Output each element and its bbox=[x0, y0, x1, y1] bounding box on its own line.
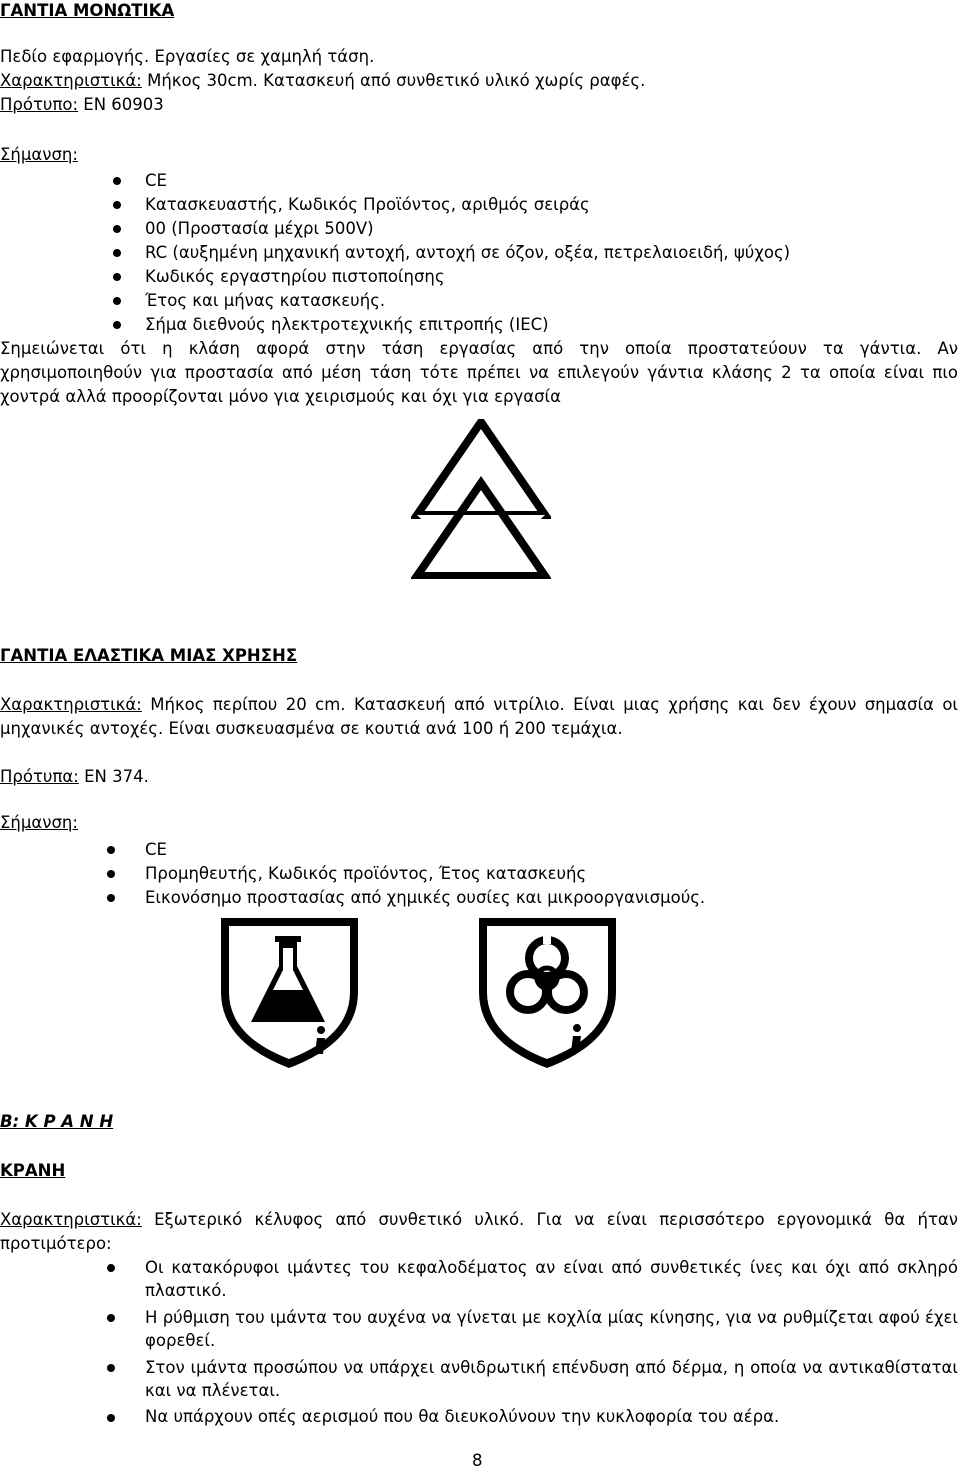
gloves-disposable-title: ΓΑΝΤΙΑ ΕΛΑΣΤΙΚΑ ΜΙΑΣ ΧΡΗΣΗΣ bbox=[0, 646, 298, 665]
bullet bbox=[107, 1364, 115, 1372]
list-item: Κατασκευαστής, Κωδικός Προϊόντος, αριθμός σειράς bbox=[145, 195, 590, 214]
characteristics-label: Χαρακτηριστικά: bbox=[0, 1210, 142, 1229]
list-item: Εικονόσημο προστασίας από χημικές ουσίες και μικροοργανισμούς. bbox=[145, 888, 706, 907]
list-item: Οι κατακόρυφοι ιμάντες του κεφαλοδέματος αν είναι από συνθετικές ίνες και όχι από σκληρό πλαστικό. bbox=[145, 1258, 958, 1300]
chemical-flask-shield-icon bbox=[217, 914, 362, 1072]
helmets-characteristics-line-1 bbox=[0, 1209, 958, 1231]
disposable-standard-line bbox=[0, 766, 149, 788]
note-line-1: Σημειώνεται ότι η κλάση αφορά στην τάση εργασίας από την οποία προστατεύουν τα γάντια. Αν bbox=[0, 339, 958, 358]
bullet bbox=[107, 870, 115, 878]
characteristics-label: Χαρακτηριστικά: bbox=[0, 695, 142, 714]
note-line-2: χρησιμοποιηθούν για προστασία από μέση τάση τότε πρέπει να επιλεγούν γάντια κλάσης 2 τα οποία είναι πιο bbox=[0, 363, 958, 382]
list-item: CE bbox=[145, 840, 167, 859]
list-item: Προμηθευτής, Κωδικός προϊόντος, Έτος κατασκευής bbox=[145, 864, 587, 883]
bullet bbox=[107, 1314, 115, 1322]
characteristics-text: Μήκος περίπου 20 cm. Κατασκευή από νιτρίλιο. Είναι μιας χρήσης και δεν έχουν σημασία οι bbox=[141, 695, 958, 714]
list-item: Σήμα διεθνούς ηλεκτροτεχνικής επιτροπής (IEC) bbox=[145, 315, 549, 334]
section-b-title: Β: Κ Ρ Α Ν Η bbox=[0, 1112, 114, 1131]
bullet bbox=[113, 321, 121, 329]
helmets-title: ΚΡΑΝΗ bbox=[0, 1161, 66, 1180]
bullet bbox=[113, 225, 121, 233]
page-number: 8 bbox=[472, 1451, 483, 1470]
list-item: Η ρύθμιση του ιμάντα του αυχένα να γίνεται με κοχλία μίας κίνησης, για να ρυθμίζεται αφού έχει φορεθεί. bbox=[145, 1308, 958, 1350]
helmets-characteristics-line-2: προτιμότερο: bbox=[0, 1234, 112, 1253]
standard-line bbox=[0, 94, 164, 116]
characteristics-label: Χαρακτηριστικά: bbox=[0, 71, 142, 90]
characteristics-text: Εξωτερικό κέλυφος από συνθετικό υλικό. Για να είναι περισσότερο εργονομικά θα ήταν bbox=[141, 1210, 958, 1229]
list-item: Κωδικός εργαστηρίου πιστοποίησης bbox=[145, 267, 445, 286]
bullet bbox=[113, 177, 121, 185]
bullet bbox=[107, 894, 115, 902]
bullet bbox=[107, 846, 115, 854]
list-item: Να υπάρχουν οπές αερισμού που θα διευκολύνουν την κυκλοφορία του αέρα. bbox=[145, 1407, 780, 1426]
standard-label: Πρότυπο: bbox=[0, 95, 79, 114]
standard-text: EN 374. bbox=[78, 767, 149, 786]
characteristics-text: Μήκος 30cm. Κατασκευή από συνθετικό υλικό χωρίς ραφές. bbox=[141, 71, 646, 90]
list-item: Έτος και μήνας κατασκευής. bbox=[145, 291, 386, 310]
disposable-characteristics-line-1 bbox=[0, 694, 958, 716]
double-triangle-icon bbox=[411, 419, 551, 579]
bullet bbox=[113, 297, 121, 305]
bullet bbox=[107, 1264, 115, 1272]
gloves-insulating-title: ΓΑΝΤΙΑ ΜΟΝΩΤΙΚΑ bbox=[0, 1, 175, 20]
marking-label: Σήμανση: bbox=[0, 145, 78, 164]
biohazard-shield-icon bbox=[475, 914, 620, 1072]
scope-line: Πεδίο εφαρμογής. Εργασίες σε χαμηλή τάση. bbox=[0, 47, 375, 66]
disposable-marking-label: Σήμανση: bbox=[0, 813, 78, 832]
note-line-3: χοντρά αλλά προορίζονται μόνο για χειρισμούς και όχι για εργασία bbox=[0, 387, 562, 406]
disposable-characteristics-line-2: μηχανικές αντοχές. Είναι συσκευασμένα σε κουτιά ανά 100 ή 200 τεμάχια. bbox=[0, 719, 623, 738]
list-item: Στον ιμάντα προσώπου να υπάρχει ανθιδρωτική επένδυση από δέρμα, η οποία να αντικαθίσταται και να πλένεται. bbox=[145, 1358, 958, 1400]
list-item: RC (αυξημένη μηχανική αντοχή, αντοχή σε όζον, οξέα, πετρελαιοειδή, ψύχος) bbox=[145, 243, 791, 262]
bullet bbox=[107, 1414, 115, 1422]
bullet bbox=[113, 273, 121, 281]
bullet bbox=[113, 201, 121, 209]
characteristics-line bbox=[0, 70, 645, 92]
list-item: CE bbox=[145, 171, 167, 190]
list-item: 00 (Προστασία μέχρι 500V) bbox=[145, 219, 374, 238]
bullet bbox=[113, 249, 121, 257]
standard-text: EN 60903 bbox=[78, 95, 164, 114]
standard-label: Πρότυπα: bbox=[0, 767, 79, 786]
